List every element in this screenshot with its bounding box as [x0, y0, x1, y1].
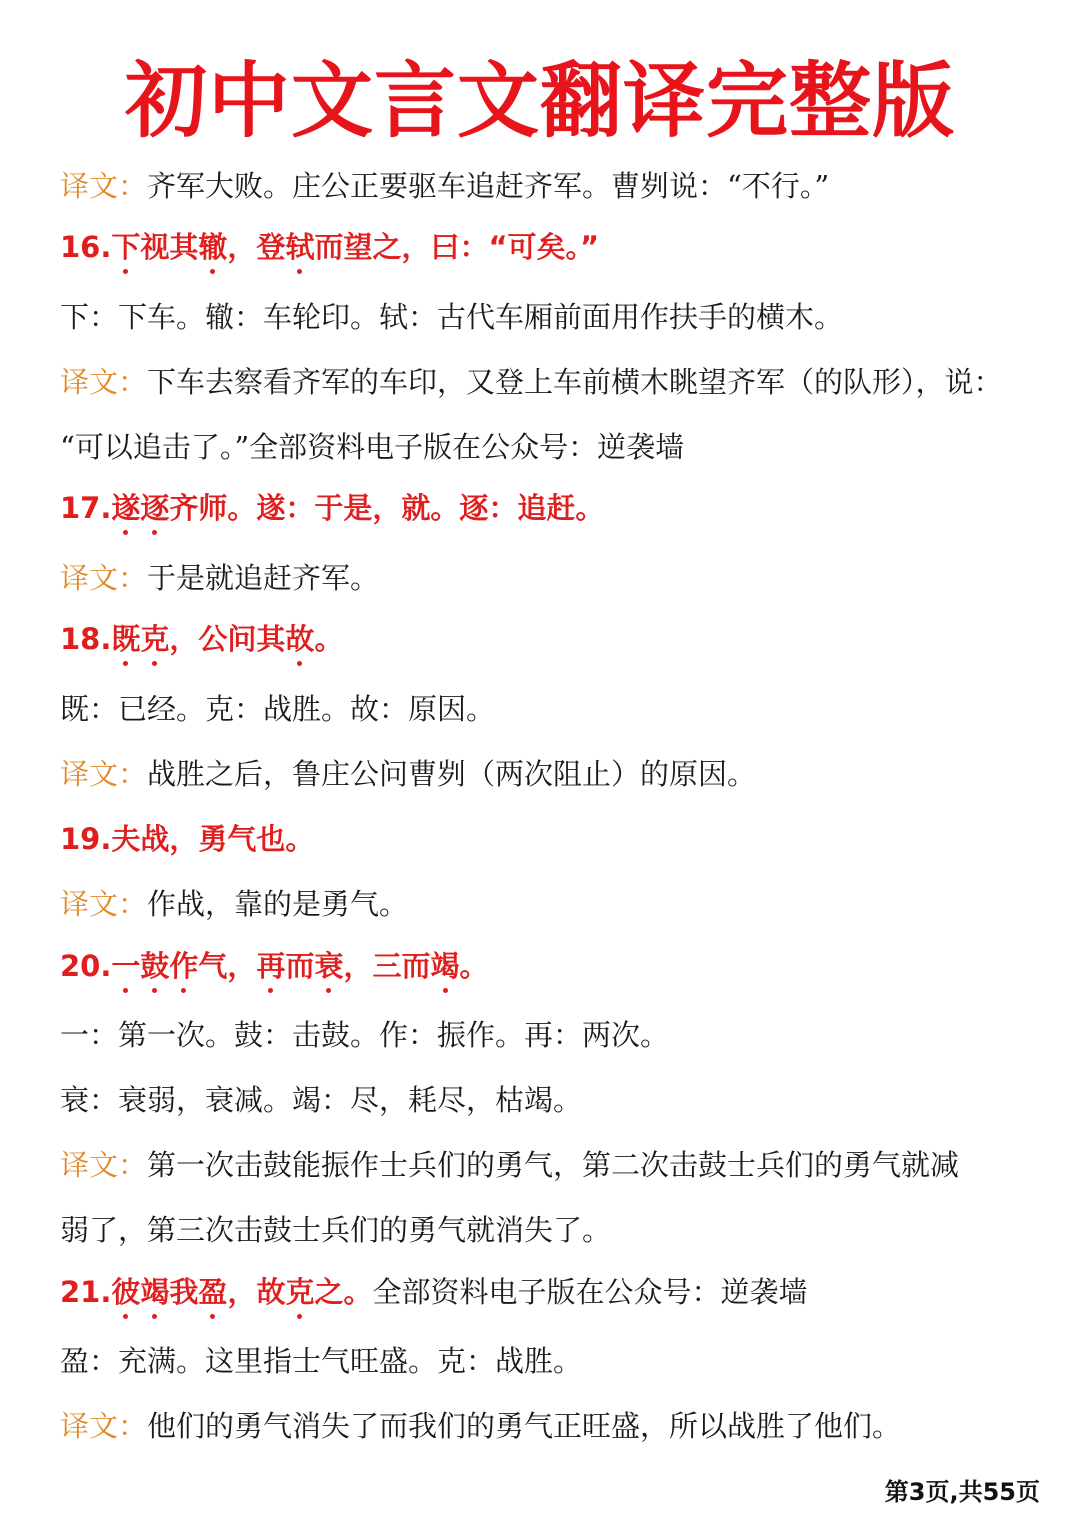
sentence-text: 之。 [314, 1275, 373, 1309]
translation-label: 译文： [60, 365, 148, 399]
sentence-text: 齐师。遂：于是，就。逐：追赶。 [169, 491, 605, 525]
sentence-item-20 [60, 946, 1040, 986]
translation-line [60, 558, 1040, 598]
sentence-text: ，登 [227, 230, 286, 264]
item-number: 16. [60, 230, 112, 264]
item-number: 17. [60, 491, 112, 525]
keyword: 下 [111, 227, 140, 267]
keyword: 作 [169, 946, 198, 986]
translation-label: 译文： [60, 561, 148, 595]
translation-continuation: “可以追击了。”全部资料电子版在公众号：逆袭墙 [60, 430, 685, 464]
keyword: 克 [285, 1272, 314, 1312]
annotation-line: 衰：衰弱，衰减。竭：尽，耗尽，枯竭。 [60, 1083, 583, 1117]
keyword: 一 [111, 946, 140, 986]
translation-text: 作战，靠的是勇气。 [147, 887, 409, 921]
page-number: 第3页,共55页 [884, 1478, 1040, 1506]
annotation-line: 一：第一次。鼓：击鼓。作：振作。再：两次。 [60, 1018, 670, 1052]
sentence-text: 。 [314, 622, 344, 656]
translation-text: 他们的勇气消失了而我们的勇气正旺盛，所以战胜了他们。 [147, 1409, 902, 1443]
sentence-text: 。 [459, 949, 489, 983]
annotation-line: 既：已经。克：战胜。故：原因。 [60, 692, 496, 726]
translation-label: 译文： [60, 1409, 148, 1443]
translation-line [60, 1145, 1040, 1185]
annotation-line: 下：下车。辙：车轮印。轼：古代车厢前面用作扶手的横木。 [60, 300, 844, 334]
item-number: 20. [60, 949, 112, 983]
translation-line [60, 166, 1040, 206]
translation-line [60, 1406, 1040, 1446]
sentence-text: 我 [169, 1275, 199, 1309]
sentence-text: 气， [198, 949, 257, 983]
keyword: 彼 [111, 1272, 140, 1312]
page-title: 初中文言文翻译完整版 [124, 54, 955, 149]
translation-continuation: 弱了，第三次击鼓士兵们的勇气就消失了。 [60, 1213, 612, 1247]
sentence-item-16 [60, 227, 1040, 267]
keyword: 再 [256, 946, 285, 986]
sentence-text: ，故 [227, 1275, 286, 1309]
translation-line [60, 754, 1040, 794]
sentence-item-17 [60, 488, 1040, 528]
sentence-text: 夫战，勇气也。 [111, 822, 315, 856]
sentence-text: 而望之，曰：“可矣。” [314, 230, 600, 264]
translation-label: 译文： [60, 757, 148, 791]
item-number: 18. [60, 622, 112, 656]
keyword: 辙 [198, 227, 227, 267]
sentence-text: ，三而 [343, 949, 431, 983]
keyword: 克 [140, 619, 169, 659]
keyword: 竭 [431, 946, 460, 986]
sentence-item-19 [60, 819, 1040, 859]
sentence-text: 视其 [140, 230, 199, 264]
promo-text: 全部资料电子版在公众号：逆袭墙 [372, 1275, 808, 1309]
keyword: 既 [111, 619, 140, 659]
translation-label: 译文： [60, 887, 148, 921]
translation-label: 译文： [60, 169, 148, 203]
keyword: 遂 [111, 488, 140, 528]
translation-label: 译文： [60, 1148, 148, 1182]
translation-text: 战胜之后，鲁庄公问曹刿（两次阻止）的原因。 [147, 757, 757, 791]
translation-line [60, 362, 1040, 402]
sentence-item-18 [60, 619, 1040, 659]
translation-line [60, 884, 1040, 924]
sentence-text: ，公问其 [169, 622, 286, 656]
translation-text: 第一次击鼓能振作士兵们的勇气，第二次击鼓士兵们的勇气就减 [147, 1148, 960, 1182]
translation-text: 齐军大败。庄公正要驱车追赶齐军。曹刿说：“不行。” [147, 169, 830, 203]
keyword: 竭 [140, 1272, 169, 1312]
sentence-text: 而 [285, 949, 315, 983]
annotation-line: 盈：充满。这里指士气旺盛。克：战胜。 [60, 1344, 583, 1378]
keyword: 轼 [285, 227, 314, 267]
keyword: 衰 [314, 946, 343, 986]
translation-text: 于是就追赶齐军。 [147, 561, 380, 595]
item-number: 19. [60, 822, 112, 856]
keyword: 逐 [140, 488, 169, 528]
sentence-item-21 [60, 1272, 1040, 1312]
keyword: 鼓 [140, 946, 169, 986]
keyword: 盈 [198, 1272, 227, 1312]
translation-text: 下车去察看齐军的车印，又登上车前横木眺望齐军（的队形），说： [147, 365, 1003, 399]
item-number: 21. [60, 1275, 112, 1309]
keyword: 故 [285, 619, 314, 659]
